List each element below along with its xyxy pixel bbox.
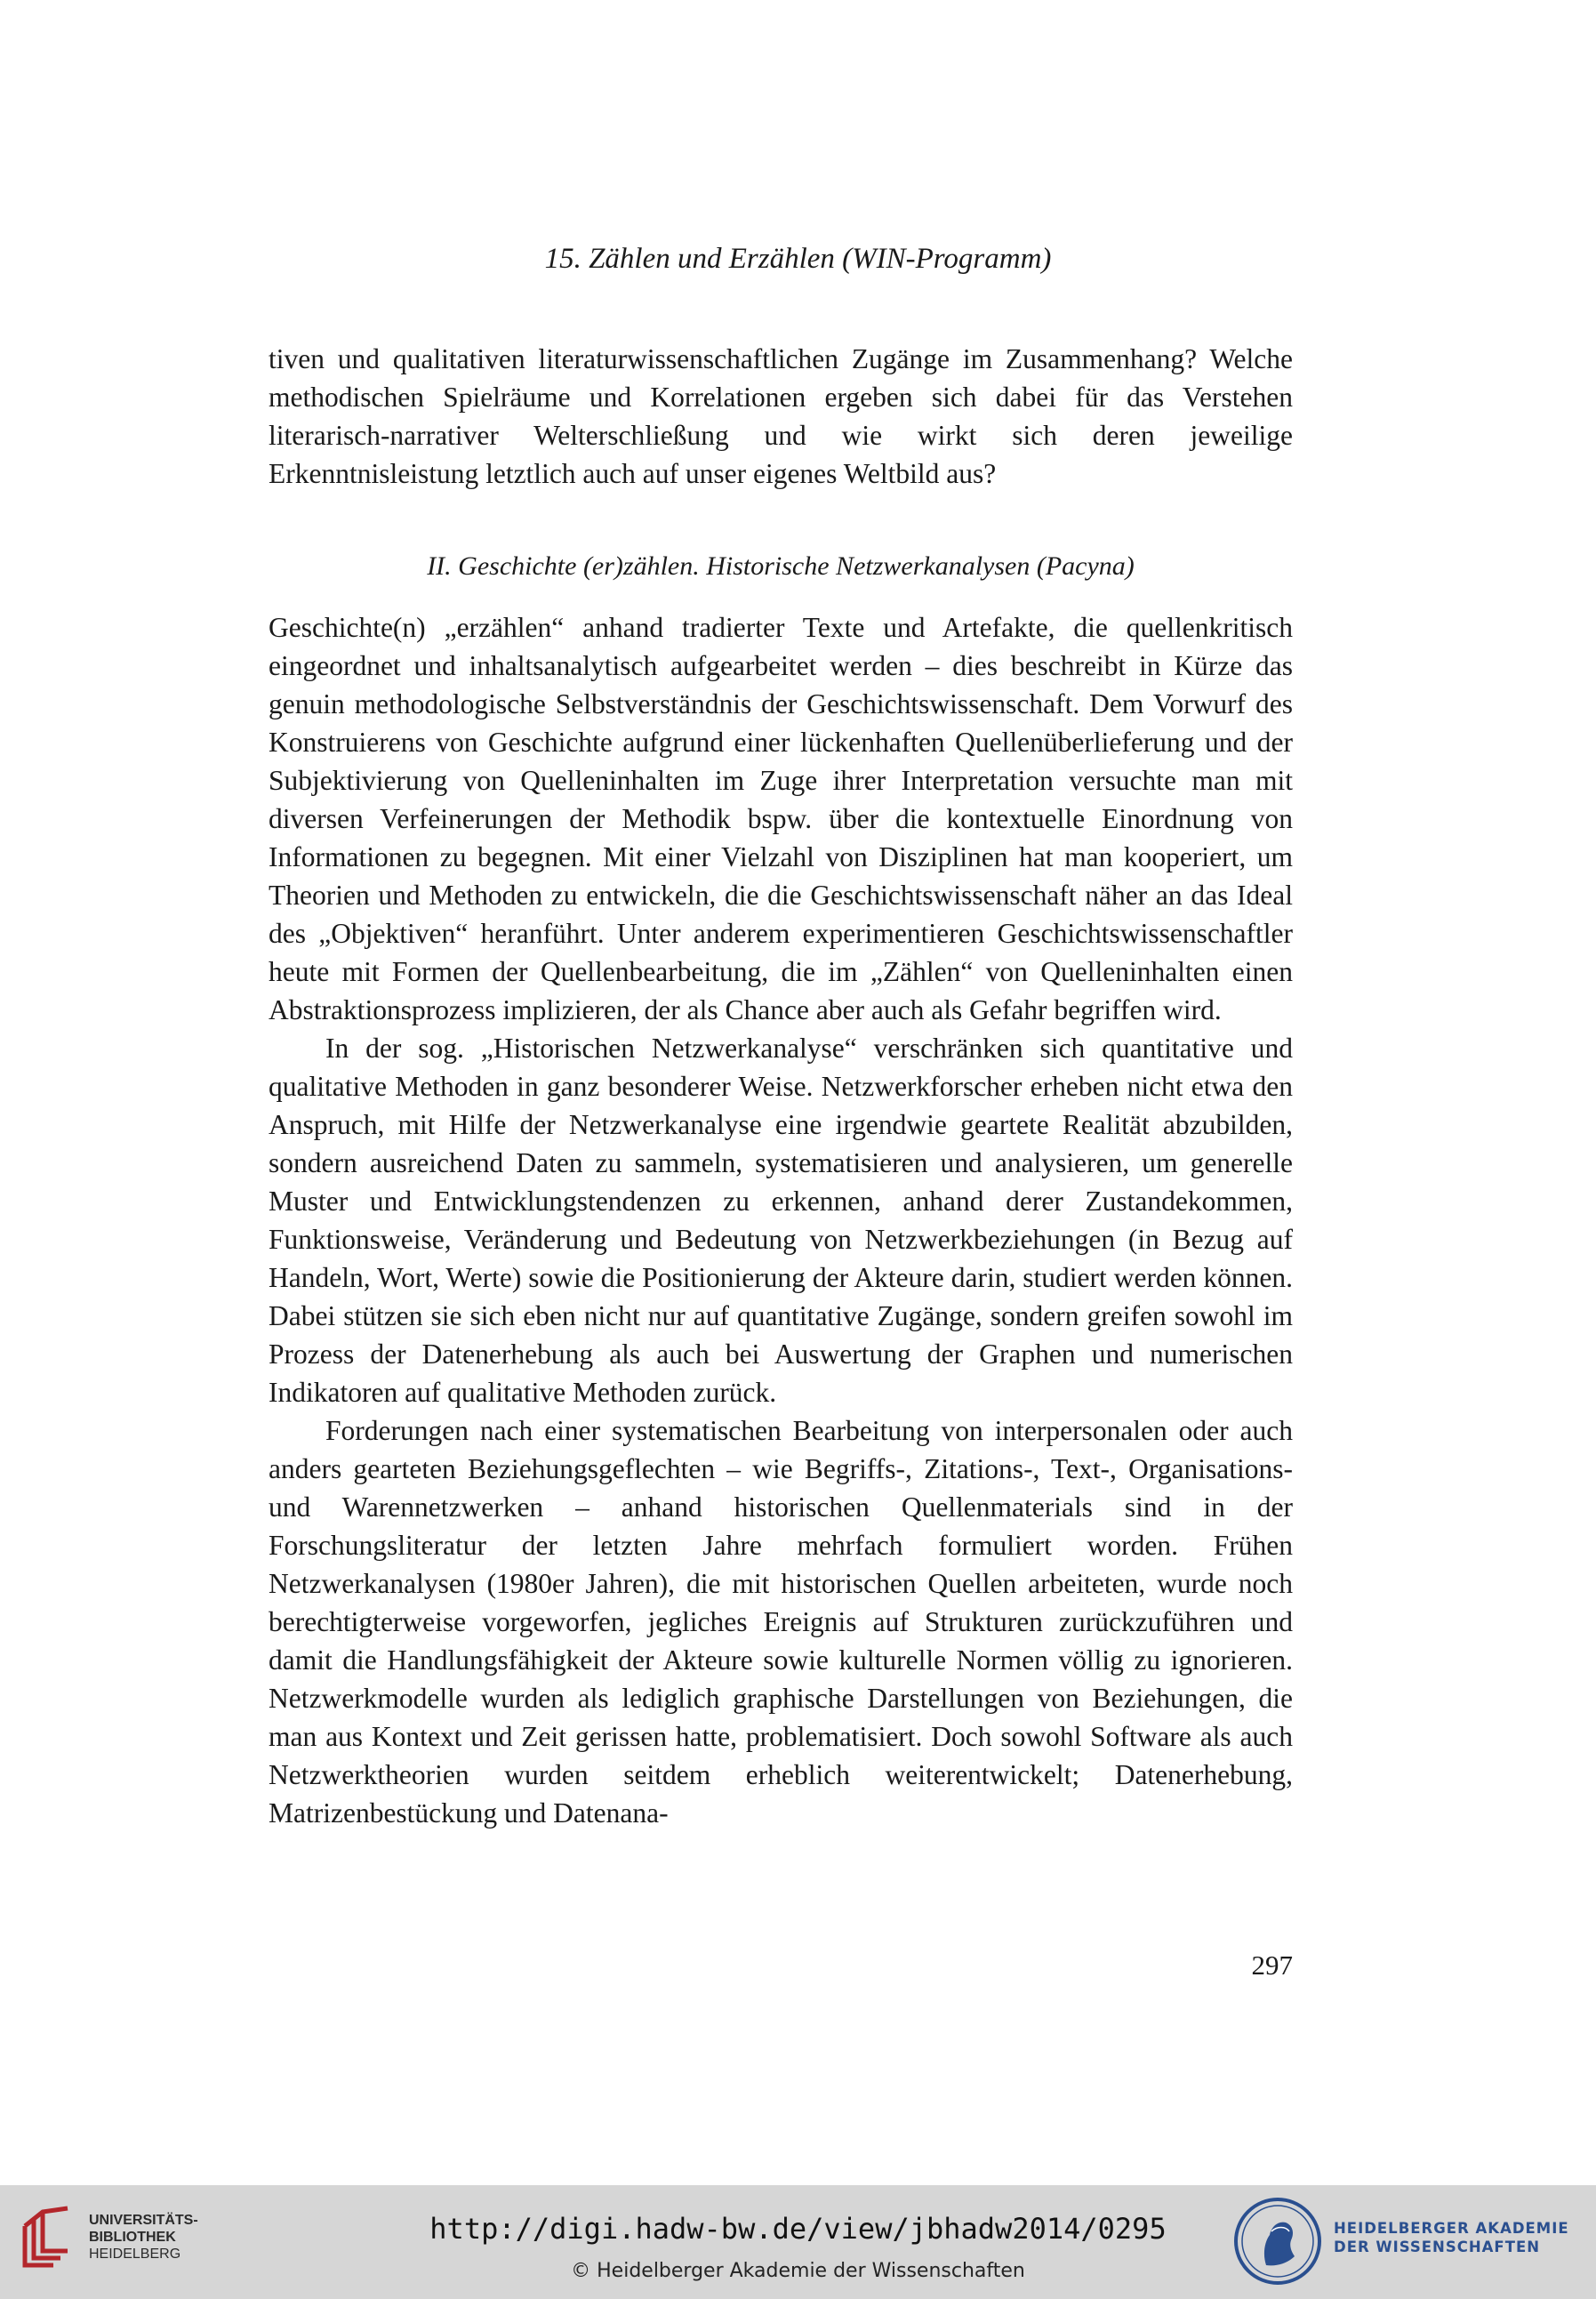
paragraph: Geschichte(n) „erzählen“ anhand tradierter Texte und Artefakte, die quellenkritisch eingeordnet und inhaltsanalytisch aufgearbeitet werden – dies beschreibt in Kürze das genuin methodologische Selbstverständnis der Geschichtswissenschaft. Dem Vorwurf des Konstruierens von Geschichte aufgrund einer lückenhaften Quellenüberlieferung und der Subjektivierung von Quelleninhalten im Zuge ihrer Interpretation versuchte man mit diversen Verfeinerungen der Methodik bspw. über die kontextuelle Einordnung von Informationen zu begegnen. Mit einer Vielzahl von Disziplinen hat man kooperiert, um Theorien und Methoden zu entwickeln, die die Geschichtswissenschaft näher an das Ideal des „Objektiven“ heranführt. Unter anderem experimentieren Geschichtswissenschaftler heute mit Formen der Quellenbearbeitung, die im „Zählen“ von Quelleninhalten einen Abstraktionsprozess implizieren, der als Chance aber auch als Gefahr begriffen wird. <box>269 612 1293 1025</box>
footer-url-link[interactable]: http://digi.hadw-bw.de/view/jbhadw2014/0295 <box>429 2212 1167 2246</box>
paragraph: Forderungen nach einer systematischen Bearbeitung von interpersonalen oder auch anders gearteten Beziehungsgeflechten – wie Begriffs-, Zitations-, Text-, Organisations- und Warennetzwerken – anhand historischen Quellenmaterials sind in der Forschungsliteratur der letzten Jahre mehrfach formuliert worden. Frühen Netzwerkanalysen (1980er Jahren), die mit historischen Quellen arbeiteten, wurde noch berechtigterweise vorgeworfen, jegliches Ereignis auf Strukturen zurückzuführen und damit die Handlungsfähigkeit der Akteure sowie kulturelle Normen völlig zu ignorieren. Netzwerkmodelle wurden als lediglich graphische Darstellungen von Beziehungen, die man aus Kontext und Zeit gerissen hatte, problematisiert. Doch sowohl Software als auch Netzwerktheorien wurden seitdem erheblich weiterentwickelt; Datenerhebung, Matrizenbestückung und Datenana- <box>269 1415 1293 1829</box>
footer-copyright: © Heidelberger Akademie der Wissenschaften <box>571 2260 1025 2282</box>
footer-bar <box>0 2185 1596 2299</box>
library-name: UNIVERSITÄTS- BIBLIOTHEK HEIDELBERG <box>89 2213 198 2262</box>
paragraph: In der sog. „Historischen Netzwerkanalyse“ verschränken sich quantitative und qualitative Methoden in ganz besonderer Weise. Netzwerkforscher erheben nicht etwa den Anspruch, mit Hilfe der Netzwerkanalyse eine irgendwie geartete Realität abzubilden, sondern ausreichend Daten zu sammeln, systematisieren und analysieren, um generelle Muster und Entwicklungstendenzen zu erkennen, anhand derer Zustandekommen, Funktionsweise, Veränderung und Bedeutung von Netzwerkbeziehungen (in Bezug auf Handeln, Wort, Werte) sowie die Positionierung der Akteure darin, studiert werden können. Dabei stützen sie sich eben nicht nur auf quantitative Zugänge, sondern greifen sowohl im Prozess der Datenerhebung als auch bei Auswertung der Graphen und numerischen Indikatoren auf qualitative Methoden zurück. <box>269 1033 1293 1408</box>
page-number: 297 <box>1251 1949 1293 1981</box>
academy-seal-icon <box>1232 2196 1323 2287</box>
academy-name: HEIDELBERGER AKADEMIE DER WISSENSCHAFTEN <box>1334 2220 1569 2255</box>
running-head: 15. Zählen und Erzählen (WIN-Programm) <box>544 243 1052 275</box>
paragraph: tiven und qualitativen literaturwissenschaftlichen Zugänge im Zusammenhang? Welche methodischen Spielräume und Korrelationen ergeben sich dabei für das Verstehen literarisch-narrativer Welterschließung und wie wirkt sich deren jeweilige Erkenntnisleistung letztlich auch auf unser eigenes Weltbild aus? <box>269 343 1293 489</box>
section-heading: II. Geschichte (er)zählen. Historische Netzwerkanalysen (Pacyna) <box>427 551 1135 581</box>
intro-paragraph <box>269 340 1293 493</box>
section-body <box>269 608 1293 1832</box>
